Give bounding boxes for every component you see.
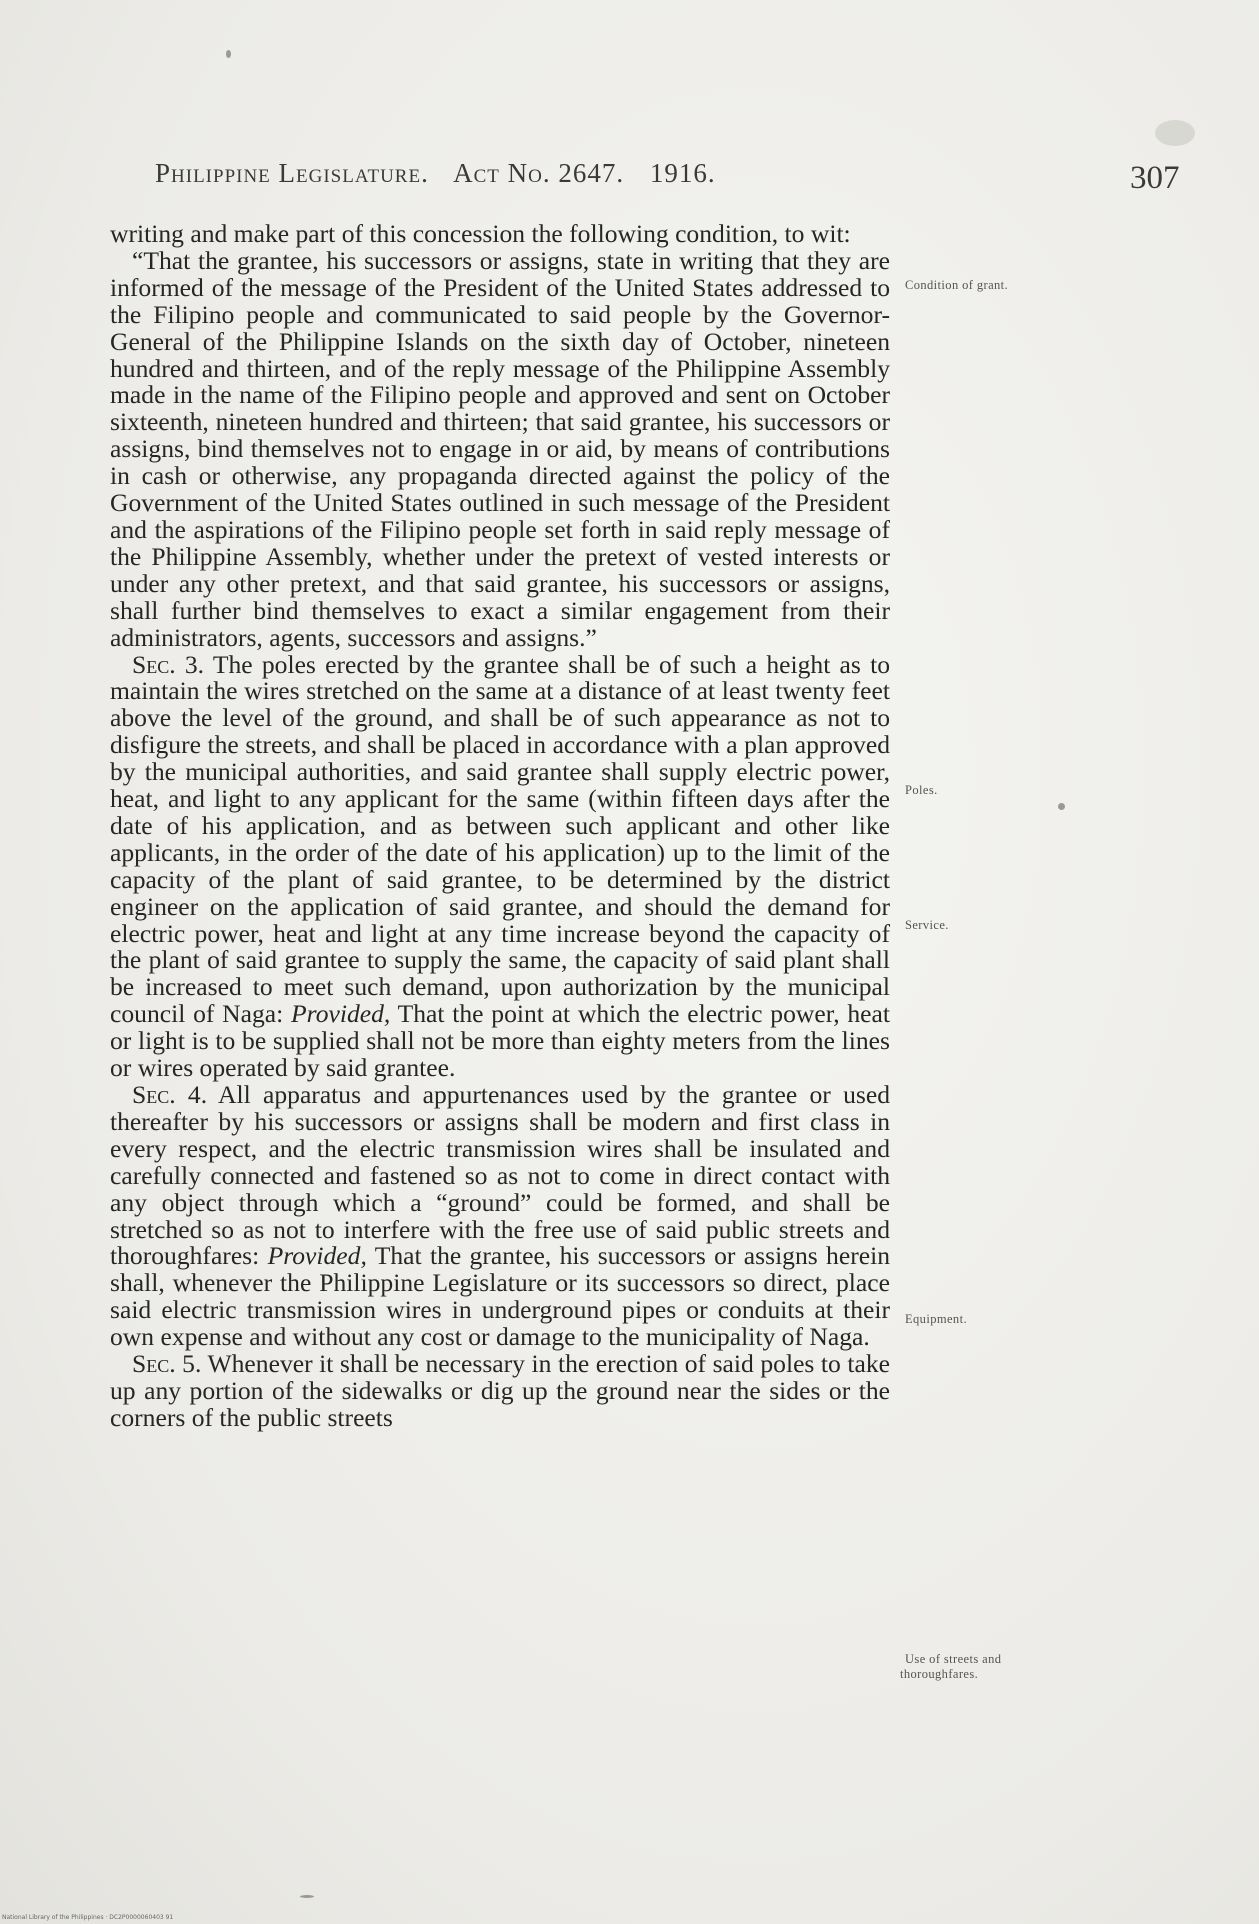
section-3-proviso: Provided, bbox=[291, 999, 391, 1029]
margin-note-service: Service. bbox=[905, 918, 949, 932]
scan-footer: National Library of the Philippines · DC2P0000060403 91 bbox=[2, 1914, 174, 1921]
section-3 bbox=[110, 649, 890, 1083]
margin-note-streets-line1: Use of streets and bbox=[905, 1652, 1002, 1666]
section-4 bbox=[110, 1082, 890, 1351]
section-5 bbox=[110, 1351, 890, 1432]
page-number: 307 bbox=[1130, 160, 1180, 196]
section-3-label: Sec. 3. bbox=[132, 649, 205, 679]
margin-note-poles: Poles. bbox=[905, 783, 938, 797]
paragraph-condition-quote: “That the grantee, his successors or assigns, state in writing that they are informed of the message of the President of the United States addressed to the Filipino people and communicated to said people by the Governor-General of the Philippine Islands on the sixth day of October, nineteen hundred and thirteen, and of the reply message of the Philippine Assembly made in the name of the Filipino people and approved and sent on October sixteenth, nineteen hundred and thirteen; that said grantee, his successors or assigns, bind themselves not to engage in or aid, by means of contributions in cash or otherwise, any propaganda directed against the policy of the Government of the United States outlined in such message of the President and the aspirations of the Filipino people set forth in said reply message of the Philippine Assembly, whether under the pretext of vested interests or under any other pretext, and that said grantee, his successors or assigns, shall further bind themselves to exact a similar engagement from their administrators, agents, successors and assigns.” bbox=[110, 245, 890, 652]
act-number: Act No. 2647. bbox=[453, 158, 625, 188]
scan-speck bbox=[1155, 120, 1195, 146]
scan-speck bbox=[300, 1895, 314, 1898]
body-text bbox=[110, 221, 890, 1432]
section-4-proviso: Provided, bbox=[267, 1241, 367, 1271]
section-4-text-a: All apparatus and appurtenances used by the grantee or used thereafter by his successors or assigns shall be modern and first class in every respect, and the electric transmission wires shall be insulated and carefully connected and fastened so as not to come in direct contact with any object through which a “ground” could be formed, and shall be stretched so as not to interfere with the free use of said public streets and thoroughfares: bbox=[110, 1080, 890, 1271]
scan-speck bbox=[1058, 803, 1065, 810]
margin-note-equipment: Equipment. bbox=[905, 1312, 967, 1326]
running-head bbox=[155, 158, 734, 189]
section-4-text-b: That the grantee, his successors or assigns herein shall, whenever the Philippine Legislature or its successors so direct, place said electric transmission wires in underground pipes or conduits at their own expense and without any cost or damage to the municipality of Naga. bbox=[110, 1241, 891, 1352]
section-4-label: Sec. 4. bbox=[132, 1080, 208, 1109]
act-year: 1916. bbox=[649, 158, 716, 188]
margin-note-condition: Condition of grant. bbox=[905, 278, 1009, 292]
scan-speck bbox=[226, 50, 231, 58]
running-title: Philippine Legislature. bbox=[155, 158, 429, 188]
section-5-text: Whenever it shall be necessary in the erection of said poles to take up any portion of the sidewalks or dig up the ground near the sides or the corners of the public streets bbox=[110, 1349, 891, 1432]
section-3-text-b: That the point at which the electric power, heat or light is to be supplied shall not be more than eighty meters from the lines or wires operated by said grantee. bbox=[110, 999, 890, 1083]
section-5-label: Sec. 5. bbox=[132, 1349, 202, 1379]
margin-note-streets-line2: thoroughfares. bbox=[900, 1667, 979, 1681]
section-3-text-a: The poles erected by the grantee shall be of such a height as to maintain the wires stretched on the same at a distance of at least twenty feet above the level of the ground, and shall be of such appearance as not to disfigure the streets, and shall be placed in accordance with a plan approved by the municipal authorities, and said grantee shall supply electric power, heat, and light to any applicant for the same (within fifteen days after the date of his application, and as between such applicant and other like applicants, in the order of the date of his application) up to the limit of the capacity of the plant of said grantee, to be determined by the district engineer on the application of said grantee, and should the demand for electric power, heat and light at any time increase beyond the capacity of the plant of said grantee to supply the same, the capacity of said plant shall be increased to meet such demand, upon authorization by the municipal council of Naga: bbox=[110, 649, 890, 1029]
paragraph-condition-intro: writing and make part of this concession the following condition, to wit: bbox=[110, 219, 851, 248]
